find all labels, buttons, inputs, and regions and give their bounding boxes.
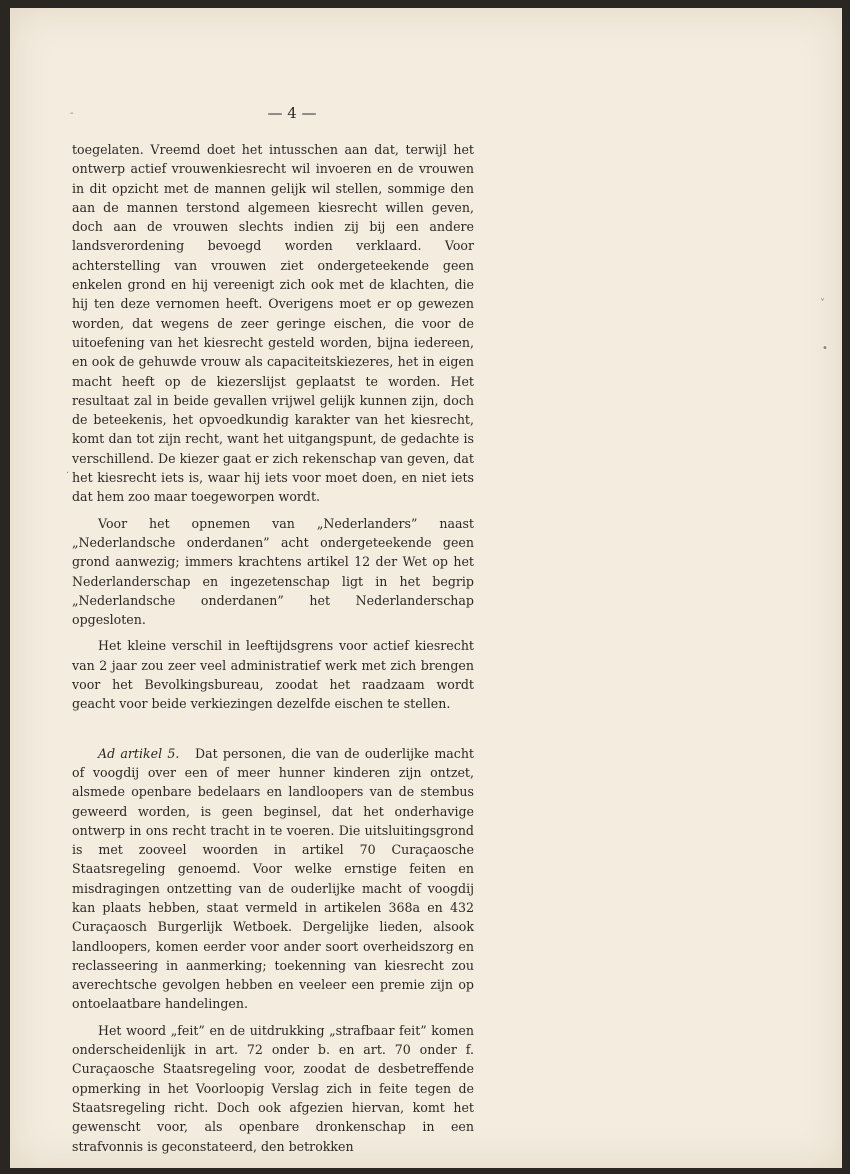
- paragraph-article-5: [72, 744, 474, 1014]
- paragraph: toegelaten. Vreemd doet het intusschen aan dat, terwijl het ontwerp actief vrouwenkiesrecht wil invoeren en de vrouwen in dit opzicht met de mannen gelijk wil stellen, sommige den aan de mannen terstond algemeen kiesrecht willen geven, doch aan de vrouwen slechts indien zij bij een andere landsverordening bevoegd worden verklaard. Voor achterstelling van vrouwen ziet ondergeteekende geen enkelen grond en hij vereenigt zich ook met de klachten, die hij ten deze vernomen heeft. Overigens moet er op gewezen worden, dat wegens de zeer geringe eischen, die voor de uitoefening van het kiesrecht gesteld worden, bijna iedereen, en ook de gehuwde vrouw als capaciteitskiezeres, het in eigen macht heeft op de kiezerslijst geplaatst te worden. Het resultaat zal in beide gevallen vrijwel gelijk kunnen zijn, doch de beteekenis, het opvoedkundig karakter van het kiesrecht, komt dan tot zijn recht, want het uitgangspunt, de gedachte is verschillend. De kiezer gaat er zich rekenschap van geven, dat het kiesrecht iets is, waar hij iets voor moet doen, en niet iets dat hem zoo maar toegeworpen wordt.: [72, 142, 474, 505]
- margin-mark: ·: [66, 468, 70, 479]
- body-text: [72, 140, 474, 1156]
- paragraph: Het woord „feit” en de uitdrukking „strafbaar feit” komen onderscheidenlijk in art. 72 onder b. en art. 70 onder f. Curaçaosche Staatsregeling voor, zoodat de desbetreffende opmerking in het Voorloopig Verslag zich in feite tegen de Staatsregeling richt. Doch ook afgezien hiervan, komt het gewenscht voor, als openbare dronkenschap in een strafvonnis is geconstateerd, den betrokken: [72, 1022, 474, 1154]
- margin-mark: -: [70, 108, 74, 119]
- margin-mark: ˅: [820, 298, 825, 309]
- margin-mark: •: [822, 343, 828, 354]
- paragraph: Voor het opnemen van „Nederlanders” naast „Nederlandsche onderdanen” acht ondergeteekende geen grond aanwezig; immers krachtens artikel 12 der Wet op het Nederlanderschap en ingezetenschap ligt in het begrip „Nederlandsche onderdanen” het Nederlanderschap opgesloten.: [72, 515, 474, 628]
- document-page: [10, 8, 842, 1168]
- article-text: Dat personen, die van de ouderlijke macht of voogdij over een of meer hunner kinderen zijn ontzet, alsmede openbare bedelaars en landloopers van de stembus geweerd worden, is geen beginsel, dat het onderhavige ontwerp in ons recht tracht in te voeren. Die uitsluitingsgrond is met zooveel woorden in artikel 70 Curaçaosche Staatsregeling genoemd. Voor welke ernstige feiten en misdragingen ontzetting van de ouderlijke macht of voogdij kan plaats hebben, staat vermeld in artikelen 368a en 432 Curaçaosch Burgerlijk Wetboek. Dergelijke lieden, alsook landloopers, komen eerder voor ander soort overheidszorg en reclasseering in aanmerking; toekenning van kiesrecht zou averechtsche gevolgen hebben en veeleer een premie zijn op ontoelaatbare handelingen.: [72, 745, 474, 1012]
- paragraph: Het kleine verschil in leeftijdsgrens voor actief kiesrecht van 2 jaar zou zeer veel administratief werk met zich brengen voor het Bevolkingsbureau, zoodat het raadzaam wordt geacht voor beide verkiezingen dezelfde eischen te stellen.: [72, 638, 474, 712]
- article-label: Ad artikel 5.: [98, 745, 180, 761]
- page-number: — 4 —: [267, 104, 317, 122]
